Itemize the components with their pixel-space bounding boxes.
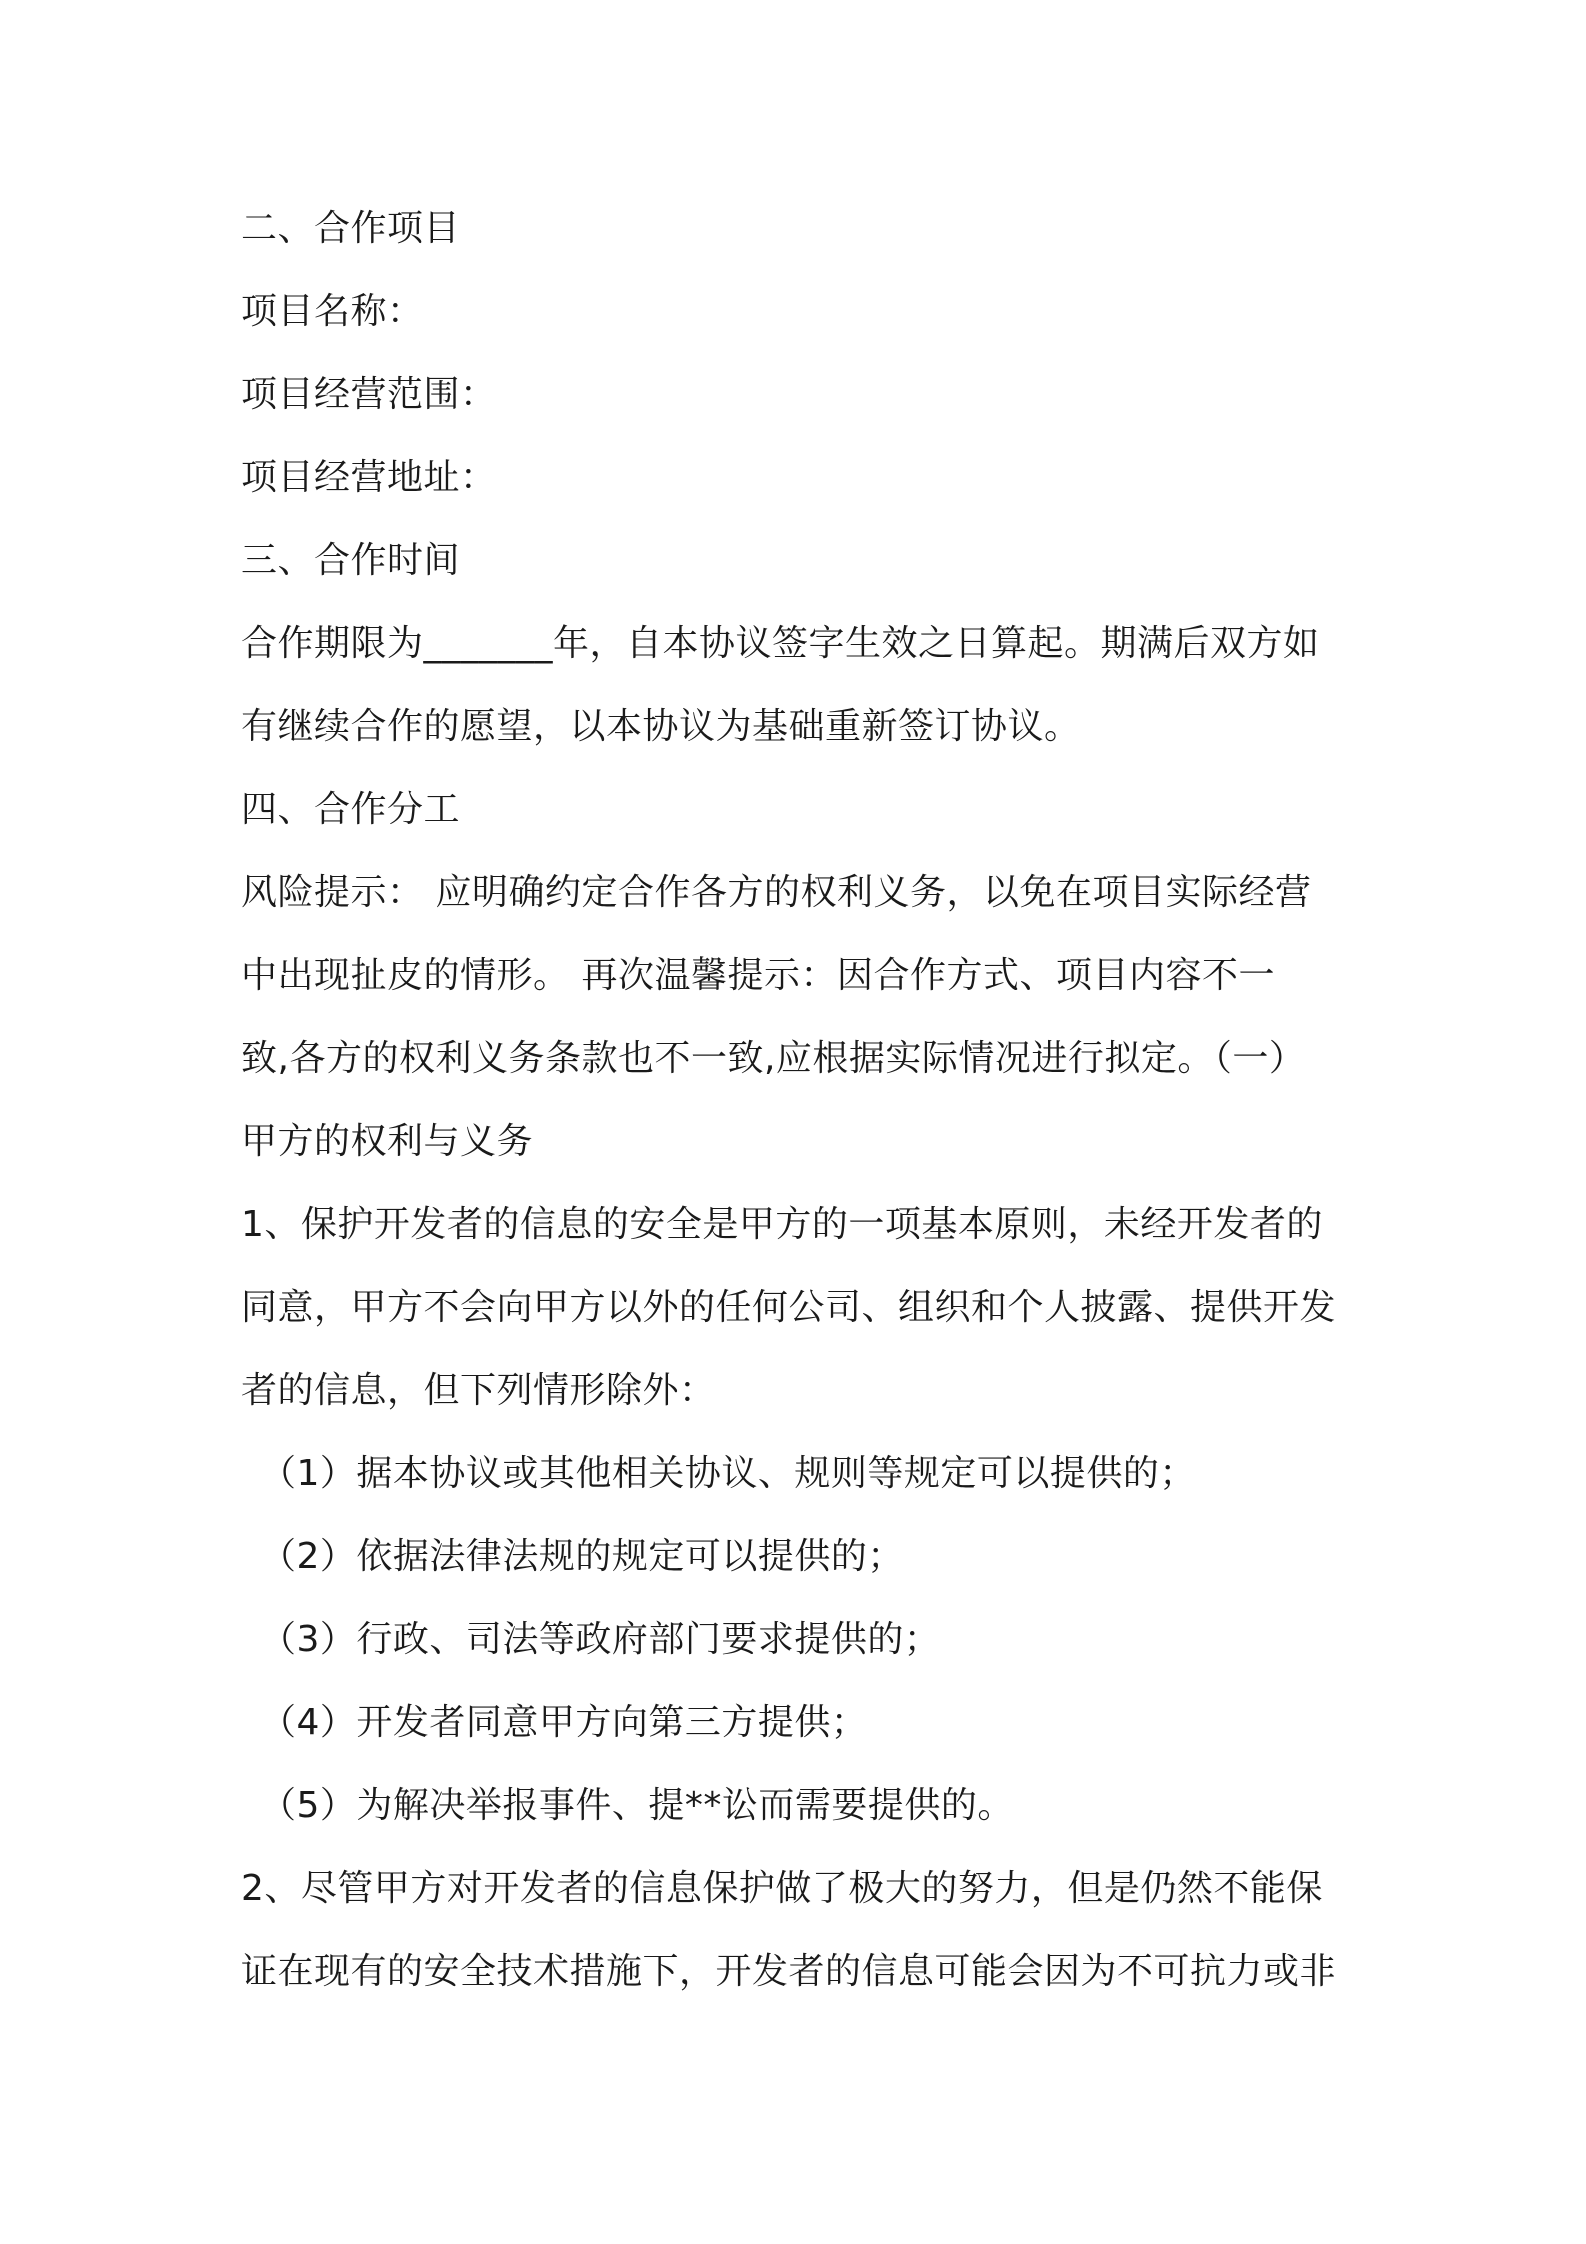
list-item: （2）依据法律法规的规定可以提供的；	[260, 1536, 904, 1577]
subheading-party-a-rights: 甲方的权利与义务	[241, 1121, 534, 1162]
list-item: （1）据本协议或其他相关协议、规则等规定可以提供的；	[260, 1453, 1196, 1494]
field-project-name: 项目名称：	[241, 291, 424, 332]
heading-cooperation-project: 二、合作项目	[241, 208, 461, 249]
heading-cooperation-division: 四、合作分工	[241, 789, 461, 830]
paragraph-line: 合作期限为_______年，自本协议签字生效之日算起。期满后双方如	[241, 623, 1320, 664]
paragraph-line: 者的信息，但下列情形除外：	[241, 1370, 716, 1411]
field-business-address: 项目经营地址：	[241, 457, 497, 498]
paragraph-line: 证在现有的安全技术措施下，开发者的信息可能会因为不可抗力或非	[241, 1951, 1337, 1992]
paragraph-line: 同意，甲方不会向甲方以外的任何公司、组织和个人披露、提供开发	[241, 1287, 1337, 1328]
list-item: （3）行政、司法等政府部门要求提供的；	[260, 1619, 941, 1660]
list-item: （4）开发者同意甲方向第三方提供；	[260, 1702, 868, 1743]
paragraph-line: 2、尽管甲方对开发者的信息保护做了极大的努力，但是仍然不能保	[241, 1868, 1323, 1909]
list-item: （5）为解决举报事件、提**讼而需要提供的。	[260, 1785, 1014, 1826]
field-business-scope: 项目经营范围：	[241, 374, 497, 415]
paragraph-line: 风险提示： 应明确约定合作各方的权利义务，以免在项目实际经营	[241, 872, 1312, 913]
paragraph-line: 1、保护开发者的信息的安全是甲方的一项基本原则，未经开发者的	[241, 1204, 1323, 1245]
paragraph-line: 中出现扯皮的情形。 再次温馨提示：因合作方式、项目内容不一	[241, 955, 1275, 996]
heading-cooperation-time: 三、合作时间	[241, 540, 461, 581]
paragraph-line: 有继续合作的愿望，以本协议为基础重新签订协议。	[241, 706, 1081, 747]
paragraph-line: 致,各方的权利义务条款也不一致,应根据实际情况进行拟定。（一）	[241, 1038, 1306, 1079]
